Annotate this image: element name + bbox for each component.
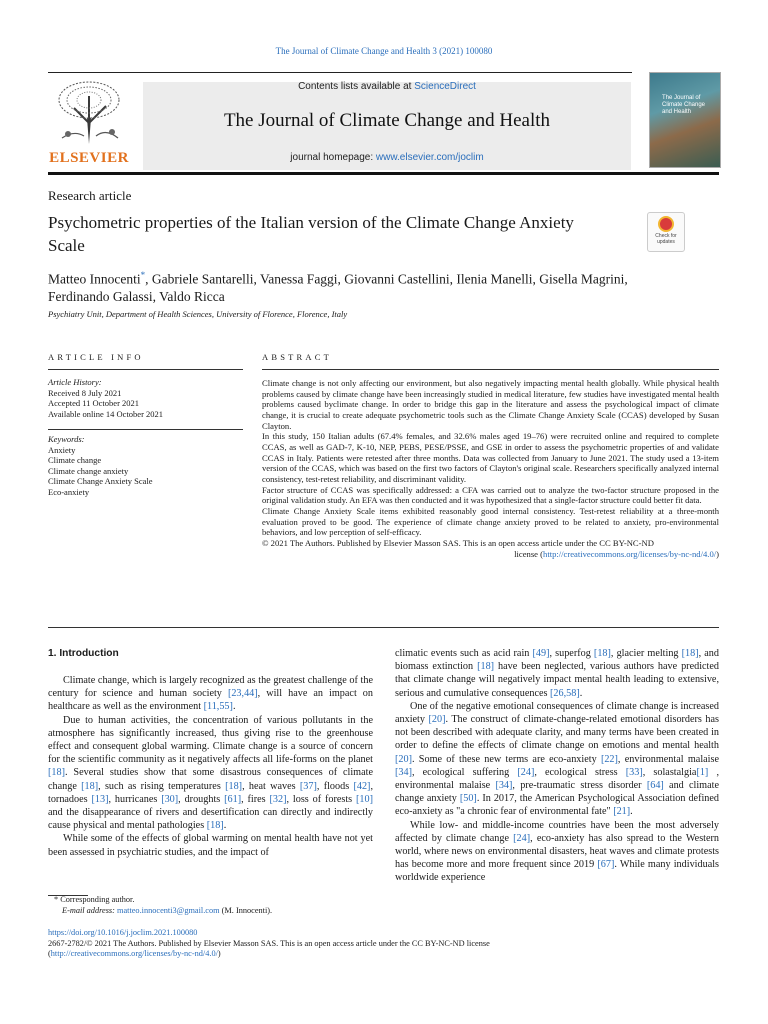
footer-license-link[interactable]: http://creativecommons.org/licenses/by-nc-nd/4.0/: [50, 949, 218, 958]
email-suffix: (M. Innocenti).: [219, 905, 273, 915]
history-online: Available online 14 October 2021: [48, 408, 164, 419]
citation-link[interactable]: [21]: [613, 806, 631, 818]
homepage-line: [143, 152, 631, 163]
citation-link[interactable]: [30]: [161, 793, 179, 805]
citation-link[interactable]: [20]: [428, 714, 446, 726]
journal-title: The Journal of Climate Change and Health: [223, 110, 551, 131]
issn-line: 2667-2782/© 2021 The Authors. Published by Elsevier Masson SAS. This is an open access article under the CC BY-NC-ND license: [48, 938, 490, 948]
journal-cover-image[interactable]: [649, 72, 721, 168]
citation-link[interactable]: [1]: [696, 766, 709, 778]
crossmark-icon: [658, 216, 674, 232]
citation-link[interactable]: [18]: [48, 767, 65, 779]
keywords: [48, 434, 243, 498]
article-info-rule: [48, 369, 243, 370]
citation-link[interactable]: [18]: [206, 820, 224, 832]
citation-link[interactable]: [33]: [625, 766, 643, 778]
keywords-label: Keywords:: [48, 434, 85, 444]
license-line: [262, 549, 719, 560]
elsevier-wordmark: ELSEVIER: [49, 150, 129, 166]
citation-link[interactable]: [34]: [495, 780, 513, 792]
license-suffix: ): [716, 548, 719, 559]
abstract-rule: [262, 369, 719, 370]
intro-heading: 1. Introduction: [48, 648, 119, 659]
corresponding-author-note: [48, 895, 368, 916]
citation-link[interactable]: [49]: [532, 648, 550, 659]
abstract-bottom-rule: [48, 627, 719, 628]
history-received: Received 8 July 2021: [48, 387, 122, 398]
contents-line: [143, 81, 631, 92]
citation-link[interactable]: [64]: [646, 780, 664, 792]
citation-link[interactable]: [50]: [459, 793, 477, 805]
history-accepted: Accepted 11 October 2021: [48, 398, 140, 409]
citation-link[interactable]: [61]: [224, 793, 242, 805]
corresponding-label: Corresponding author.: [60, 895, 135, 904]
header-rule: [48, 72, 632, 73]
homepage-prefix: journal homepage:: [290, 152, 376, 163]
license-url-line: (http://creativecommons.org/licenses/by-nc-nd/4.0/): [48, 949, 221, 958]
article-history: [48, 377, 243, 419]
elsevier-tree-icon: [54, 78, 124, 144]
citation-link[interactable]: [26,58]: [550, 687, 580, 699]
doi-link[interactable]: https://doi.org/10.1016/j.joclim.2021.100080: [48, 928, 198, 937]
body-paragraph: While low- and middle-income countries have been the most adversely affected by climate change [24], eco-anxiety has also spread to the Western world, where news on environmental disasters, heat waves and climate protests has become more and more frequent since 2019 [67]. While many individuals worldwide experience: [395, 819, 720, 884]
citation-link[interactable]: [24]: [513, 832, 531, 844]
citation-link[interactable]: [18]: [81, 780, 99, 792]
intro-left-column: [48, 674, 373, 859]
citation-link[interactable]: [42]: [353, 780, 371, 792]
crossmark-label: Check for updates: [655, 233, 677, 245]
citation-link[interactable]: [23,44]: [227, 688, 258, 700]
citation-link[interactable]: [22]: [600, 753, 618, 765]
footnote-star: *: [54, 895, 59, 904]
thick-rule: [48, 172, 719, 175]
authors-rest: , Gabriele Santarelli, Vanessa Faggi, Giovanni Castellini, Ilenia Manelli, Gisella Magrini, Ferdinando Galassi, Valdo Ricca: [48, 271, 628, 304]
abstract-paragraph: Factor structure of CCAS was specifically addressed: a CFA was carried out to analyze the two-factor structure proposed in the original validation study. An EFA was then conducted and it was hypothesized that a single-factor structure could better fit data.: [262, 484, 719, 506]
affiliation: Psychiatry Unit, Department of Health Sciences, University of Florence, Florence, Italy: [48, 309, 348, 319]
license-link[interactable]: http://creativecommons.org/licenses/by-nc-nd/4.0/: [543, 548, 717, 559]
abstract-body: [262, 378, 719, 559]
body-paragraph: While some of the effects of global warming on mental health have not yet been assessed in psychiatric studies, and the impact of: [48, 833, 373, 858]
homepage-link[interactable]: www.elsevier.com/joclim: [375, 152, 484, 163]
body-paragraph: One of the negative emotional consequences of climate change is increased anxiety [20]. The construct of climate-change-related emotional disorders has not been described with adequate clarity, and many terms have been created in order to define the effects of climate change on emotions and mental health [20]. Some of these new terms are eco-anxiety [22], environmental malaise [34], ecological suffering [24], ecological stress [33], solastalgia[1] , environmental malaise [34], pre-traumatic stress disorder [64] and climate change anxiety [50]. In 2017, the American Psychological Association defined eco-anxiety as "a chronic fear of environmental fate" [21].: [395, 700, 719, 818]
article-info-heading: ARTICLE INFO: [48, 352, 144, 362]
abstract-heading: ABSTRACT: [262, 352, 332, 362]
body-paragraph: climatic events such as acid rain [49], superfog [18], glacier melting [18], and biomass extinction [18] have been neglected, various authors have predicted that climate change will negatively impact mental health leading to extensive, serious and cumulative consequences [26,58].: [395, 648, 719, 699]
citation-link[interactable]: [20]: [395, 753, 412, 765]
body-paragraph: Climate change, which is largely recognized as the greatest challenge of the century for science and human society [23,44], will have an impact on healthcare as well as the environment [11,55].: [48, 675, 373, 713]
authors: [48, 267, 648, 306]
citation-link[interactable]: [34]: [395, 766, 412, 778]
citation-link[interactable]: [67]: [597, 859, 615, 871]
running-head[interactable]: The Journal of Climate Change and Health 3 (2021) 100080: [275, 46, 493, 56]
keyword: Climate Change Anxiety Scale: [48, 476, 153, 487]
abstract-paragraph: Climate change is not only affecting our environment, but also negatively impacting mental health globally. While physical health problems caused by climate change have been increasingly studied in medical literature, few studies have investigated mental health problems caused byclimate change. In order to bridge this gap in the literature and assess the psychological impact of climate change, it is crucial to create adequate psychometric tools such as the Climate Change Anxiety Scale (CCAS) developed by Susan Clayton.: [262, 378, 719, 431]
abstract-paragraph: In this study, 150 Italian adults (67.4% females, and 32.6% males aged 19–76) were recruited online and required to complete CCAS, as well as GAD-7, K-10, NEP, PEBS, PESE/PSSE, and GSE in order to assess the psychometric properties of and validate CCAS in Italy. Patients were retested after three months. Data was collected from January to June 2021. The study used a 13-item version of the CCAS, which was based on the first two factors of Clayton's original scale. Researchers specifically analyzed internal consistency, test-retest reliability, and discriminant validity.: [262, 431, 719, 484]
citation-link[interactable]: [13]: [91, 793, 109, 805]
copyright-line: © 2021 The Authors. Published by Elsevier Masson SAS. This is an open access article under the CC BY-NC-ND: [262, 537, 654, 548]
history-label: Article History:: [48, 377, 102, 387]
citation-link[interactable]: [24]: [517, 766, 535, 778]
keyword: Anxiety: [48, 444, 76, 455]
citation-link[interactable]: [11,55]: [203, 701, 233, 713]
sciencedirect-link[interactable]: ScienceDirect: [414, 81, 476, 92]
email-label: E-mail address:: [62, 905, 117, 915]
keywords-rule: [48, 429, 243, 430]
citation-link[interactable]: [37]: [299, 780, 317, 792]
contents-prefix: Contents lists available at: [298, 81, 415, 92]
citation-link[interactable]: [10]: [356, 793, 373, 805]
citation-link[interactable]: [18]: [477, 661, 495, 673]
license-prefix: license (: [514, 548, 544, 559]
citation-link[interactable]: [18]: [681, 648, 699, 659]
email-link[interactable]: matteo.innocenti3@gmail.com: [117, 905, 220, 915]
publication-footer: [48, 928, 719, 960]
citation-link[interactable]: [32]: [269, 793, 287, 805]
intro-right-column: [395, 647, 719, 885]
article-type: Research article: [48, 188, 132, 203]
author-innocenti: Matteo Innocenti: [48, 271, 141, 287]
keyword: Climate change: [48, 455, 102, 466]
body-paragraph: Due to human activities, the concentration of various pollutants in the atmosphere has significantly increased, thus giving rise to the greenhouse effect and consequent global warming. Climate change is a source of concern for the scientific community as it negatively affects all life-forms on the planet [18]. Several studies show that some disastrous consequences of climate change [18], such as rising temperatures [18], heat waves [37], floods [42], tornadoes [13], hurricanes [30], droughts [61], fires [32], loss of forests [10] and the disappearance of rivers and desertification can directly and indirectly cause physical and mental pathologies [18].: [48, 714, 373, 832]
check-for-updates-badge[interactable]: [647, 212, 685, 252]
abstract-paragraph: Climate Change Anxiety Scale items exhibited reasonably good internal consistency. Test-retest reliability at a three-month evaluation proved to be good. The experience of climate change anxiety proved to be related to anxiety, pro-environmental behaviors, and low perception of self-efficacy.: [262, 505, 719, 538]
citation-link[interactable]: [18]: [225, 780, 243, 792]
keyword: Climate change anxiety: [48, 465, 129, 476]
cover-title: The Journal of Climate Change and Health: [662, 95, 706, 115]
corresponding-author-mark[interactable]: *: [140, 270, 146, 280]
citation-link[interactable]: [18]: [593, 648, 611, 659]
article-title: Psychometric properties of the Italian version of the Climate Change Anxiety Scale: [48, 213, 574, 255]
elsevier-logo[interactable]: [48, 78, 130, 168]
keyword: Eco-anxiety: [48, 486, 90, 497]
